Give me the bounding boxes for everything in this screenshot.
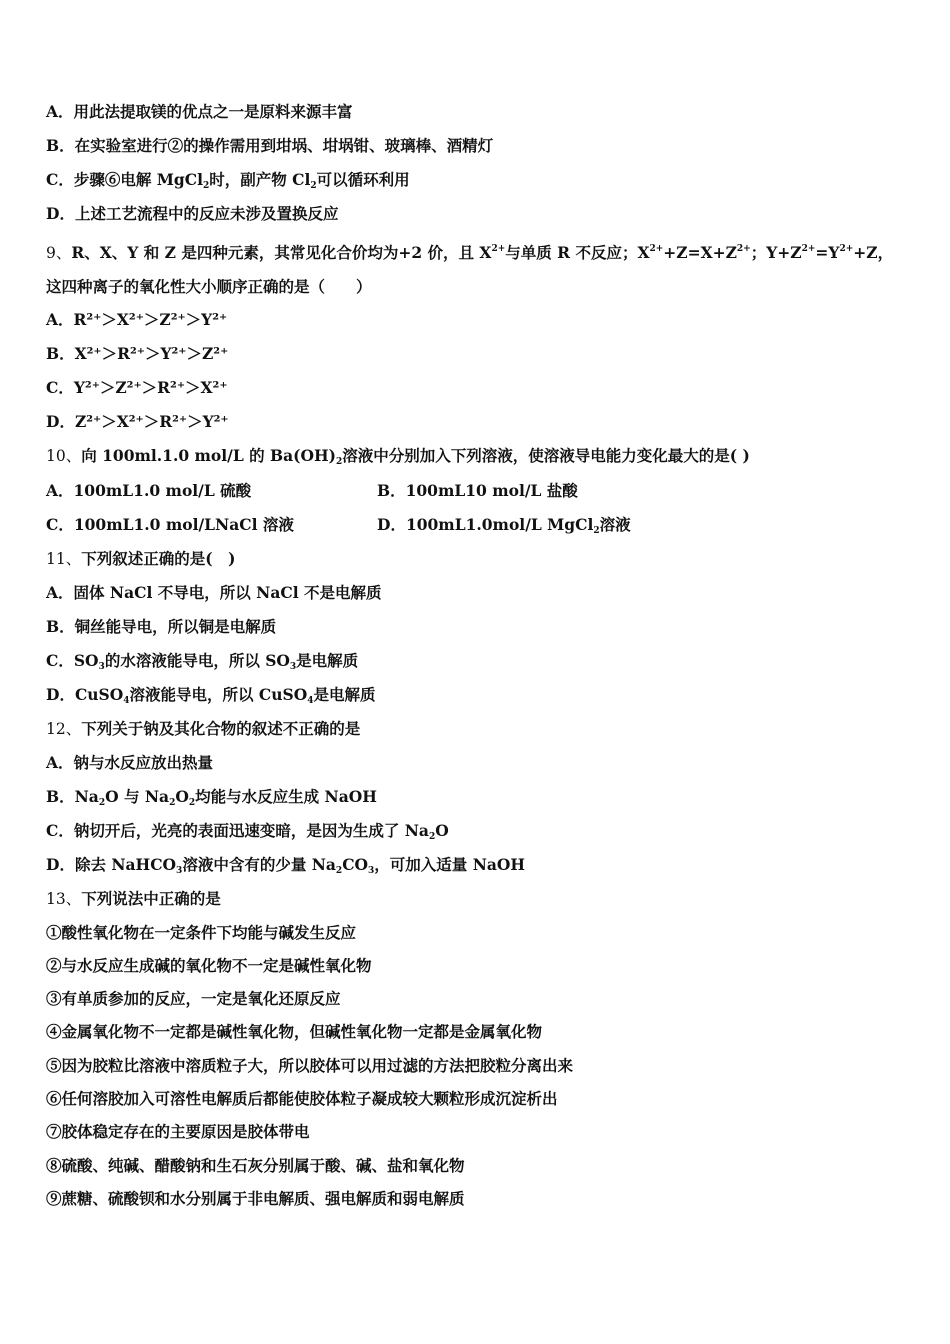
q8-option-c: C．步骤⑥电解 MgCl$_2$时，副产物 $Cl_2$可以循环利用 bbox=[46, 170, 410, 191]
q11-option-a: A．固体 NaCl 不导电，所以 NaCl 不是电解质 bbox=[46, 583, 382, 602]
q13-item: ①酸性氧化物在一定条件下均能与碱发生反应 bbox=[46, 923, 357, 942]
q11-option-d: D．CuSO$_4$溶液能导电，所以 CuSO$_4$是电解质 bbox=[46, 685, 376, 706]
q11-stem: 11、下列叙述正确的是( ) bbox=[46, 549, 236, 568]
q12-option-d: D．除去 NaHCO$_3$溶液中含有的少量 $Na_2CO_3$，可加入适量 NaOH bbox=[46, 855, 526, 876]
q9-option-b: B．X²⁺＞R²⁺＞Y²⁺＞Z²⁺ bbox=[46, 344, 229, 363]
q10-option-a: A．100mL1.0 mol/L 硫酸 bbox=[46, 481, 252, 500]
q8-option-a: A．用此法提取镁的优点之一是原料来源丰富 bbox=[46, 102, 353, 121]
q11-option-c: C．$SO_3$的水溶液能导电，所以 $SO_3$是电解质 bbox=[46, 651, 359, 672]
q13-item: ⑨蔗糖、硫酸钡和水分别属于非电解质、强电解质和弱电解质 bbox=[46, 1189, 465, 1208]
q10-option-d: D．100mL1.0mol/L MgCl$_2$溶液 bbox=[377, 515, 631, 536]
q9-option-a: A．R²⁺＞X²⁺＞Z²⁺＞Y²⁺ bbox=[46, 310, 228, 329]
q12-option-c: C．钠切开后，光亮的表面迅速变暗，是因为生成了 $Na_2O$ bbox=[46, 821, 449, 842]
q9-stem: 9、R、X、Y 和 Z 是四种元素，其常见化合价均为+2 价，且 $X^{2+}$与单质 R 不反应；$X^{2+}+Z=X+Z^{2+}$；$Y+Z^{2+}=Y^{2+}+Z$，这四种离子的氧化性大小顺序正确的是（ ） bbox=[46, 243, 894, 296]
q13-stem: 13、下列说法中正确的是 bbox=[46, 889, 221, 908]
q10-stem: 10、向 100ml.1.0 mol/L 的 $Ba(OH)_2$溶液中分别加入下列溶液，使溶液导电能力变化最大的是( ) bbox=[46, 446, 750, 467]
q13-item: ⑦胶体稳定存在的主要原因是胶体带电 bbox=[46, 1122, 310, 1141]
q9-option-c: C．Y²⁺＞Z²⁺＞R²⁺＞X²⁺ bbox=[46, 378, 228, 397]
q13-item: ③有单质参加的反应，一定是氧化还原反应 bbox=[46, 989, 341, 1008]
q10-option-c: C．100mL1.0 mol/LNaCl 溶液 bbox=[46, 515, 294, 534]
q13-item: ⑤因为胶粒比溶液中溶质粒子大，所以胶体可以用过滤的方法把胶粒分离出来 bbox=[46, 1056, 574, 1075]
q13-item: ⑧硫酸、纯碱、醋酸钠和生石灰分别属于酸、碱、盐和氧化物 bbox=[46, 1156, 465, 1175]
q13-item: ⑥任何溶胶加入可溶性电解质后都能使胶体粒子凝成较大颗粒形成沉淀析出 bbox=[46, 1089, 558, 1108]
q9-option-d: D．Z²⁺＞X²⁺＞R²⁺＞Y²⁺ bbox=[46, 412, 229, 431]
q13-item: ④金属氧化物不一定都是碱性氧化物，但碱性氧化物一定都是金属氧化物 bbox=[46, 1022, 543, 1041]
q12-option-a: A．钠与水反应放出热量 bbox=[46, 753, 214, 772]
q12-stem: 12、下列关于钠及其化合物的叙述不正确的是 bbox=[46, 719, 361, 738]
q10-option-b: B．100mL10 mol/L 盐酸 bbox=[377, 481, 578, 500]
q13-item: ②与水反应生成碱的氧化物不一定是碱性氧化物 bbox=[46, 956, 372, 975]
q12-option-b: B．$Na_2O$ 与 $Na_2O_2$均能与水反应生成 NaOH bbox=[46, 787, 377, 808]
q11-option-b: B．铜丝能导电，所以铜是电解质 bbox=[46, 617, 277, 636]
q8-option-d: D．上述工艺流程中的反应未涉及置换反应 bbox=[46, 204, 339, 223]
q8-option-b: B．在实验室进行②的操作需用到坩埚、坩埚钳、玻璃棒、酒精灯 bbox=[46, 136, 494, 155]
